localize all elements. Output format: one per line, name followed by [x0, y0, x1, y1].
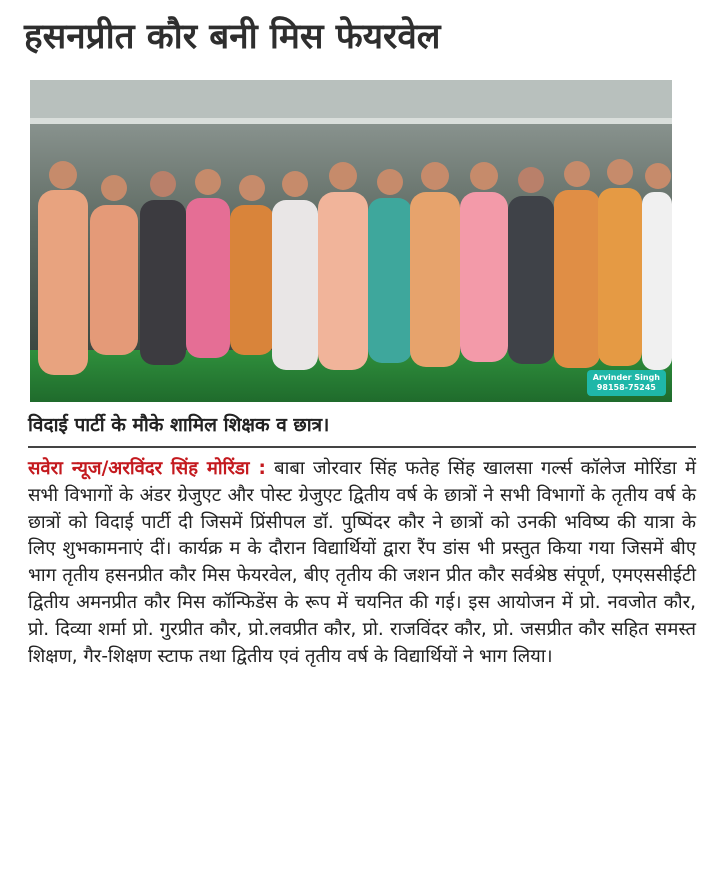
- watermark-name: Arvinder Singh: [592, 373, 660, 382]
- article-text: बाबा जोरवार सिंह फतेह सिंह खालसा गर्ल्स कॉलेज मोरिंडा में सभी विभागों के अंडर ग्रेजुएट और पोस्ट ग्रेजुएट द्वितीय वर्ष के छात्रों ने सभी विभागों के तृतीय वर्ष के छात्रों को विदाई पार्टी दी जिसमें प्रिंसीपल डॉ. पुष्पिंदर कौर ने छात्रों को उनकी भविष्य की यात्रा के लिए शुभकामनाएं दीं। कार्यक्र म के दौरान विद्यार्थियों द्वारा रैंप डांस भी प्रस्तुत किया गया जिसमें बीए भाग तृतीय हसनप्रीत कौर मिस फेयरवेल, बीए तृतीय की जशन प्रीत कौर सर्वश्रेष्ठ संपूर्ण, एमएससीईटी द्वितीय अमनप्रीत कौर मिस कॉन्फिडेंस के रूप में चयनित की गई। इस आयोजन में प्रो. नवजोत कौर, प्रो. दिव्या शर्मा प्रो. गुरप्रीत कौर, प्रो.लवप्रीत कौर, प्रो. राजविंदर कौर, प्रो. जसप्रीत कौर सहित समस्त शिक्षण, गैर-शिक्षण स्टाफ तथा द्वितीय एवं तृतीय वर्ष के विद्यार्थियों ने भाग लिया।: [28, 458, 696, 667]
- photo-watermark: [587, 370, 666, 396]
- headline: हसनप्रीत कौर बनी मिस फेयरवेल: [24, 17, 441, 57]
- article-body: [28, 456, 696, 670]
- article-byline: सवेरा न्यूज/अरविंदर सिंह मोरिंडा :: [28, 458, 266, 479]
- group-photo-illustration: [30, 80, 672, 402]
- watermark-phone: 98158-75245: [596, 383, 656, 392]
- group-photo: [30, 80, 672, 402]
- photo-caption: विदाई पार्टी के मौके शामिल शिक्षक व छात्र।: [28, 412, 696, 448]
